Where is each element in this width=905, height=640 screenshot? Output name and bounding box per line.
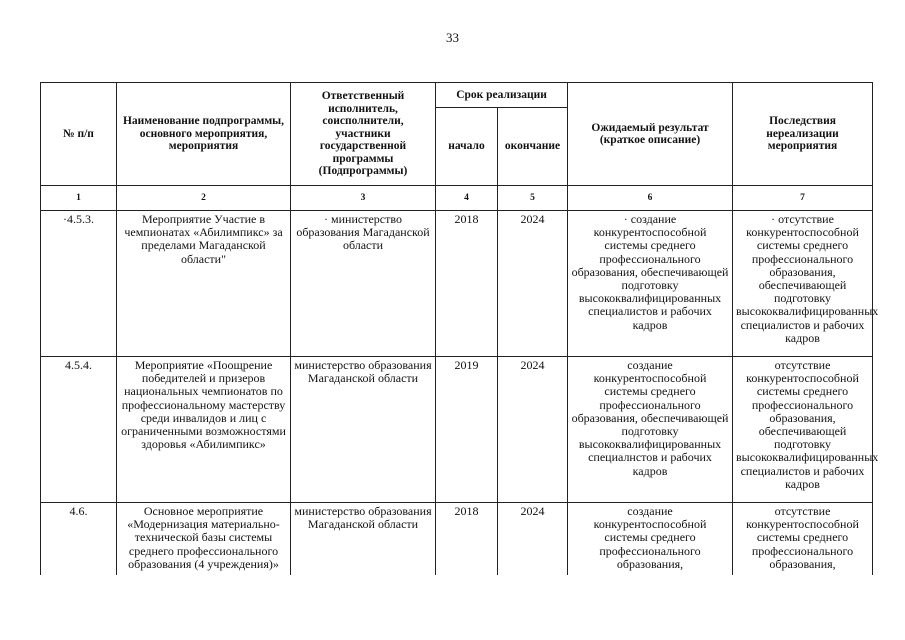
header-start: начало [436,108,498,186]
cell-responsible: министерство образования Магаданской области [291,503,436,576]
header-end: окончание [498,108,568,186]
cell-end: 2024 [498,503,568,576]
table-row [41,357,873,503]
header-num: № п/п [41,83,117,186]
header-result: Ожидаемый результат (краткое описание) [568,83,733,186]
header-name: Наименование подпрограммы, основного мероприятия, мероприятия [117,83,291,186]
cell-result: · создание конкурентоспособной системы среднего профессионального образования, обеспечивающей подготовку высококвалифицированных специалистов и рабочих кадров [568,211,733,357]
cell-name: Мероприятие Участие в чемпионатах «Абилимпикс» за пределами Магаданской области" [117,211,291,357]
cell-end: 2024 [498,357,568,503]
cell-consequences: · отсутствие конкурентоспособной системы среднего профессионального образования, обеспечивающей подготовку высококвалифицированных специалистов и рабочих кадров [733,211,873,357]
cell-responsible: · министерство образования Магаданской области [291,211,436,357]
column-number: 1 [41,186,117,211]
header-consequences: Последствия нереализации мероприятия [733,83,873,186]
cell-num: ·4.5.3. [41,211,117,357]
column-number: 5 [498,186,568,211]
column-number: 3 [291,186,436,211]
column-number: 7 [733,186,873,211]
cell-consequences: отсутствие конкурентоспособной системы среднего профессионального образования, обеспечивающей подготовку высококвалифицированных специалистов и рабочих кадров [733,357,873,503]
cell-start: 2018 [436,211,498,357]
cell-consequences: отсутствие конкурентоспособной системы среднего профессионального образования, [733,503,873,576]
cell-result: создание конкурентоспособной системы среднего профессионального образования, обеспечивающей подготовку высококвалифицированных специалнстов и рабочих кадров [568,357,733,503]
header-period: Срок реализации [436,83,568,108]
cell-name: Мероприятие «Поощрение победителей и призеров национальных чемпионатов по профессиональному мастерству среди инвалидов и лиц с ограниченными возможностями здоровья «Абилимпикс» [117,357,291,503]
cell-num: 4.6. [41,503,117,576]
cell-start: 2018 [436,503,498,576]
cell-name: Основное мероприятие «Модернизация материально-технической базы системы среднего профессионального образования (4 учреждения)» [117,503,291,576]
column-number: 2 [117,186,291,211]
table-row [41,211,873,357]
table-header [41,83,873,186]
table-row [41,503,873,576]
column-number: 4 [436,186,498,211]
cell-responsible: министерство образования Магаданской области [291,357,436,503]
cell-end: 2024 [498,211,568,357]
cell-num: 4.5.4. [41,357,117,503]
column-number-row [41,186,873,211]
cell-result: создание конкурентоспособной системы среднего профессионального образования, [568,503,733,576]
measures-table [40,82,879,575]
page-number: 33 [446,30,459,45]
cell-start: 2019 [436,357,498,503]
header-responsible: Ответственный исполнитель, соисполнители, участники государственной программы (Подпрограммы) [291,83,436,186]
column-number: 6 [568,186,733,211]
